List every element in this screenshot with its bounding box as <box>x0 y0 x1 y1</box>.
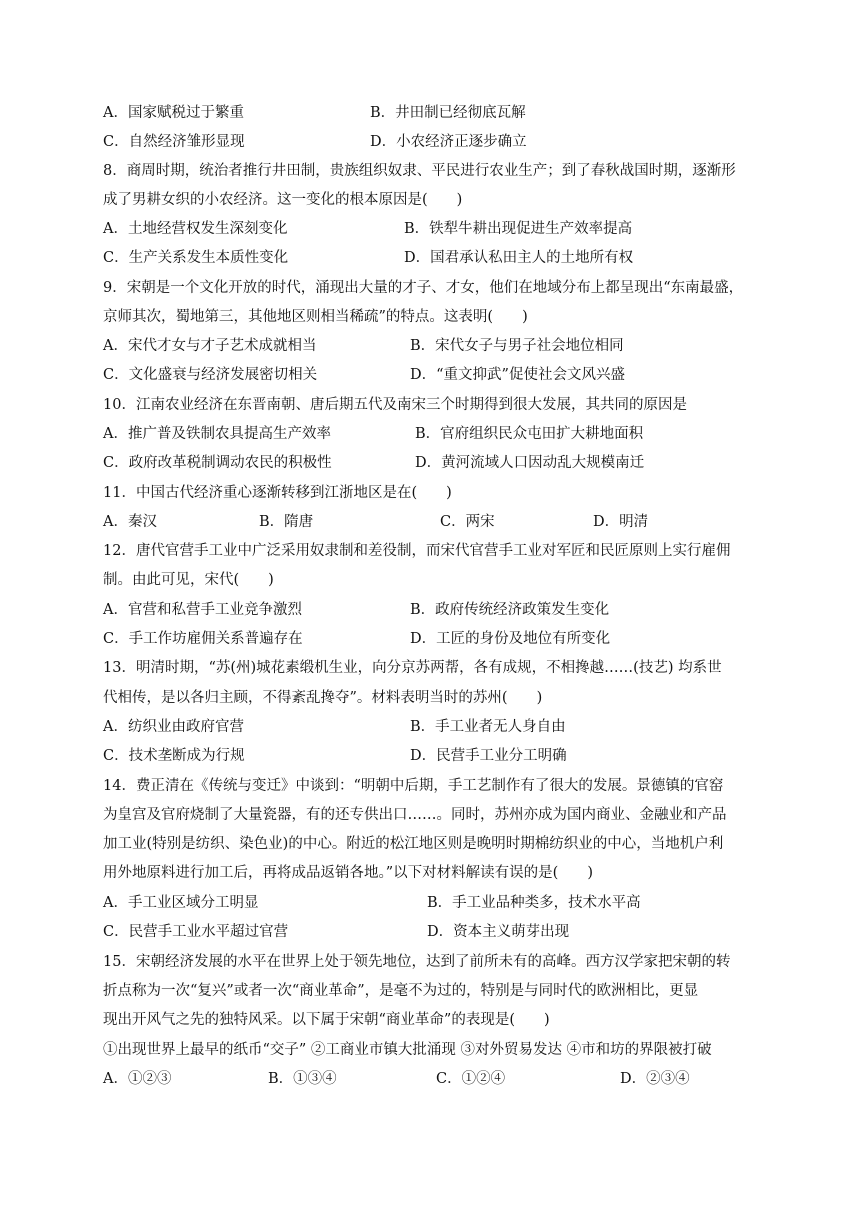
q9-option-b: B．宋代女子与男子社会地位相同 <box>410 338 624 354</box>
q8-stem-line-1: 8．商周时期，统治者推行井田制，贵族组织奴隶、平民进行农业生产；到了春秋战国时期，逐渐形 <box>103 163 736 179</box>
q13-option-a: A．纺织业由政府官营 <box>103 719 244 735</box>
q14-stem-line-4: 用外地原料进行加工后，再将成品返销各地。”以下对材料解读有误的是( ) <box>103 865 593 881</box>
q15-option-d: D．②③④ <box>620 1071 690 1087</box>
q14-option-d: D．资本主义萌芽出现 <box>427 924 570 940</box>
q14-option-a: A．手工业区域分工明显 <box>103 895 259 911</box>
q13-stem-line-1: 13．明清时期，“苏(州)城花素缎机生业，向分京苏两帮，各有成规，不相搀越……(技艺) 均系世 <box>103 660 722 676</box>
q13-option-d: D．民营手工业分工明确 <box>410 748 567 764</box>
q9-stem-line-2: 京师其次，蜀地第三，其他地区则相当稀疏”的特点。这表明( ) <box>103 309 528 325</box>
q9-option-c: C．文化盛衰与经济发展密切相关 <box>103 367 318 383</box>
q14-stem-line-1: 14．费正清在《传统与变迁》中谈到：“明朝中后期，手工艺制作有了很大的发展。景德镇的官窑 <box>103 778 724 794</box>
q7-option-c: C．自然经济雏形显现 <box>103 134 245 150</box>
q9-option-d: D．“重文抑武”促使社会文风兴盛 <box>410 367 625 383</box>
q12-option-a: A．官营和私营手工业竞争激烈 <box>103 602 302 618</box>
q8-option-a: A．土地经营权发生深刻变化 <box>103 221 288 237</box>
q11-option-c: C．两宋 <box>440 514 495 530</box>
q14-stem-line-3: 加工业(特别是纺织、染色业)的中心。附近的松江地区则是晚明时期棉纺织业的中心，当地机户利 <box>103 836 724 852</box>
q11-stem-line-1: 11．中国古代经济重心逐渐转移到江浙地区是在( ) <box>103 485 452 501</box>
q13-stem-line-2: 代相传，是以各归主顾，不得紊乱搀夺”。材料表明当时的苏州( ) <box>103 690 543 706</box>
q15-option-c: C．①②④ <box>436 1071 506 1087</box>
q10-option-c: C．政府改革税制调动农民的积极性 <box>103 455 332 471</box>
q10-stem-line-1: 10．江南农业经济在东晋南朝、唐后期五代及南宋三个时期得到很大发展，其共同的原因是 <box>103 397 687 413</box>
q11-option-a: A．秦汉 <box>103 514 157 530</box>
q12-stem-line-1: 12．唐代官营手工业中广泛采用奴隶制和差役制，而宋代官营手工业对军匠和民匠原则上实行雇佣 <box>103 543 731 559</box>
q11-option-b: B．隋唐 <box>259 514 314 530</box>
q7-option-b: B．井田制已经彻底瓦解 <box>370 105 526 121</box>
q10-option-d: D．黄河流域人口因动乱大规模南迁 <box>415 455 645 471</box>
q12-stem-line-2: 制。由此可见，宋代( ) <box>103 572 274 588</box>
q9-stem-line-1: 9．宋朝是一个文化开放的时代，涌现出大量的才子、才女，他们在地域分布上都呈现出“东南最盛， <box>103 280 744 296</box>
q14-option-c: C．民营手工业水平超过官营 <box>103 924 289 940</box>
q15-stem-line-2: 折点称为一次“复兴”或者一次“商业革命”，是毫不为过的，特别是与同时代的欧洲相比，更显 <box>103 983 699 999</box>
q9-option-a: A．宋代才女与才子艺术成就相当 <box>103 338 317 354</box>
q13-option-c: C．技术垄断成为行规 <box>103 748 245 764</box>
q11-option-d: D．明清 <box>593 514 649 530</box>
q7-option-a: A．国家赋税过于繁重 <box>103 105 244 121</box>
q8-option-b: B．铁犁牛耕出现促进生产效率提高 <box>404 221 633 237</box>
q13-option-b: B．手工业者无人身自由 <box>410 719 566 735</box>
q15-option-b: B．①③④ <box>268 1071 337 1087</box>
q14-option-b: B．手工业品种类多，技术水平高 <box>427 895 641 911</box>
q10-option-a: A．推广普及铁制农具提高生产效率 <box>103 426 331 442</box>
q15-option-a: A．①②③ <box>103 1071 172 1087</box>
q15-stem-line-3: 现出开风气之先的独特风采。以下属于宋朝“商业革命”的表现是( ) <box>103 1012 550 1028</box>
q12-option-c: C．手工作坊雇佣关系普遍存在 <box>103 631 303 647</box>
q10-option-b: B．官府组织民众屯田扩大耕地面积 <box>415 426 644 442</box>
q12-option-d: D．工匠的身份及地位有所变化 <box>410 631 611 647</box>
q15-stem-line-1: 15．宋朝经济发展的水平在世界上处于领先地位，达到了前所未有的高峰。西方汉学家把宋朝的转 <box>103 954 731 970</box>
q8-option-c: C．生产关系发生本质性变化 <box>103 250 289 266</box>
q15-stem-line-4: ①出现世界上最早的纸币“交子” ②工商业市镇大批涌现 ③对外贸易发达 ④市和坊的界限被打破 <box>103 1042 712 1058</box>
q8-option-d: D．国君承认私田主人的土地所有权 <box>404 250 634 266</box>
q7-option-d: D．小农经济正逐步确立 <box>370 134 527 150</box>
q12-option-b: B．政府传统经济政策发生变化 <box>410 602 610 618</box>
q14-stem-line-2: 为皇宫及官府烧制了大量瓷器，有的还专供出口……。同时，苏州亦成为国内商业、金融业和产品 <box>103 807 727 823</box>
q8-stem-line-2: 成了男耕女织的小农经济。这一变化的根本原因是( ) <box>103 192 463 208</box>
